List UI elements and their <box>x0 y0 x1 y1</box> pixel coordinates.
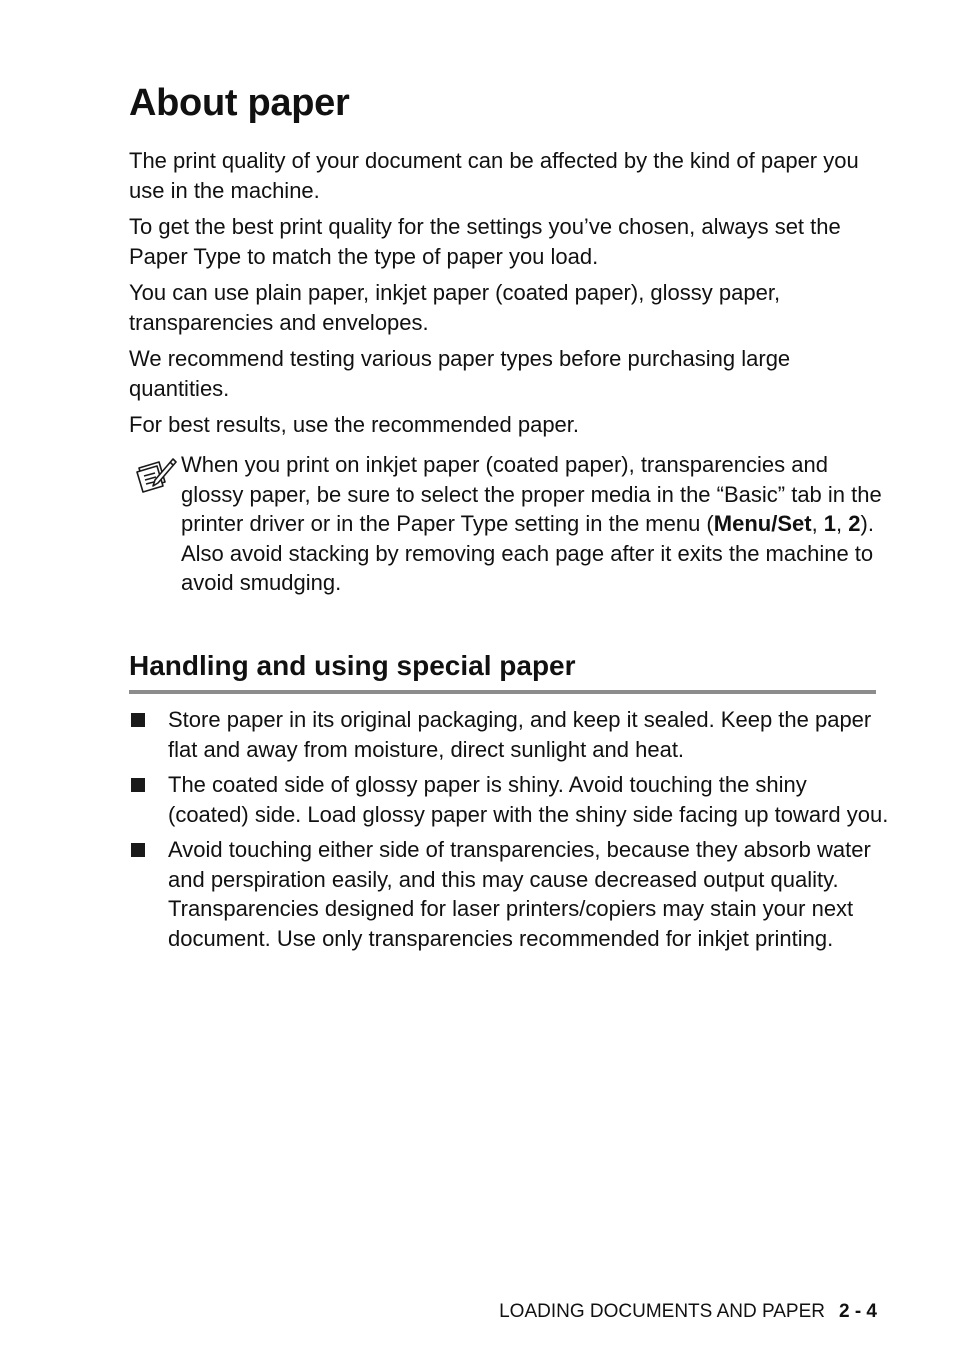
note-box <box>133 450 893 598</box>
intro-paragraph: For best results, use the recommended paper. <box>129 412 580 437</box>
page-number: 2 - 4 <box>838 1301 877 1322</box>
intro-paragraph: The print quality of your document can be affected by the kind of paper you use in the machine. <box>129 148 859 203</box>
note-text-before: When you print on inkjet paper (coated paper), transparencies and glossy paper, be sure to select the proper media in the “Basic” tab in the printer driver or in the Paper Type setting in the menu ( <box>181 452 882 536</box>
note-text <box>181 450 893 598</box>
square-bullet-icon <box>131 843 145 857</box>
section-title: Handling and using special paper <box>129 648 876 694</box>
list-item: The coated side of glossy paper is shiny. Avoid touching the shiny (coated) side. Load glossy paper with the shiny side facing up toward you. <box>129 770 889 829</box>
key-2: 2 <box>848 511 861 536</box>
page-footer <box>499 1300 877 1324</box>
list-item: Store paper in its original packaging, and keep it sealed. Keep the paper flat and away from moisture, direct sunlight and heat. <box>129 705 889 764</box>
bullet-list <box>129 705 889 959</box>
note-line-2: Also avoid stacking by removing each page after it exits the machine to avoid smudging. <box>181 540 874 595</box>
page-title: About paper <box>129 82 350 124</box>
note-line-1: When you print on inkjet paper (coated paper), transparencies and glossy paper, be sure to select the proper media in the “Basic” tab in the printer driver or in the Paper Type setting in the menu (Menu/Set, 1, 2). <box>181 452 882 536</box>
footer-chapter: LOADING DOCUMENTS AND PAPER <box>499 1301 825 1322</box>
intro-paragraph: You can use plain paper, inkjet paper (coated paper), glossy paper, transparencies and envelopes. <box>129 280 781 335</box>
menu-set-key: Menu/Set <box>713 511 812 536</box>
key-1: 1 <box>823 511 837 536</box>
intro-paragraph: We recommend testing various paper types before purchasing large quantities. <box>129 346 791 401</box>
intro-paragraphs <box>129 146 889 447</box>
list-item: Avoid touching either side of transparencies, because they absorb water and perspiration easily, and this may cause decreased output quality. Transparencies designed for laser printers/copiers may stain your next document. Use only transparencies recommended for inkjet printing. <box>129 835 889 953</box>
square-bullet-icon <box>131 713 145 727</box>
square-bullet-icon <box>131 778 145 792</box>
intro-paragraph: To get the best print quality for the settings you’ve chosen, always set the Paper Type to match the type of paper you load. <box>129 214 841 269</box>
note-pencil-icon <box>133 456 177 500</box>
